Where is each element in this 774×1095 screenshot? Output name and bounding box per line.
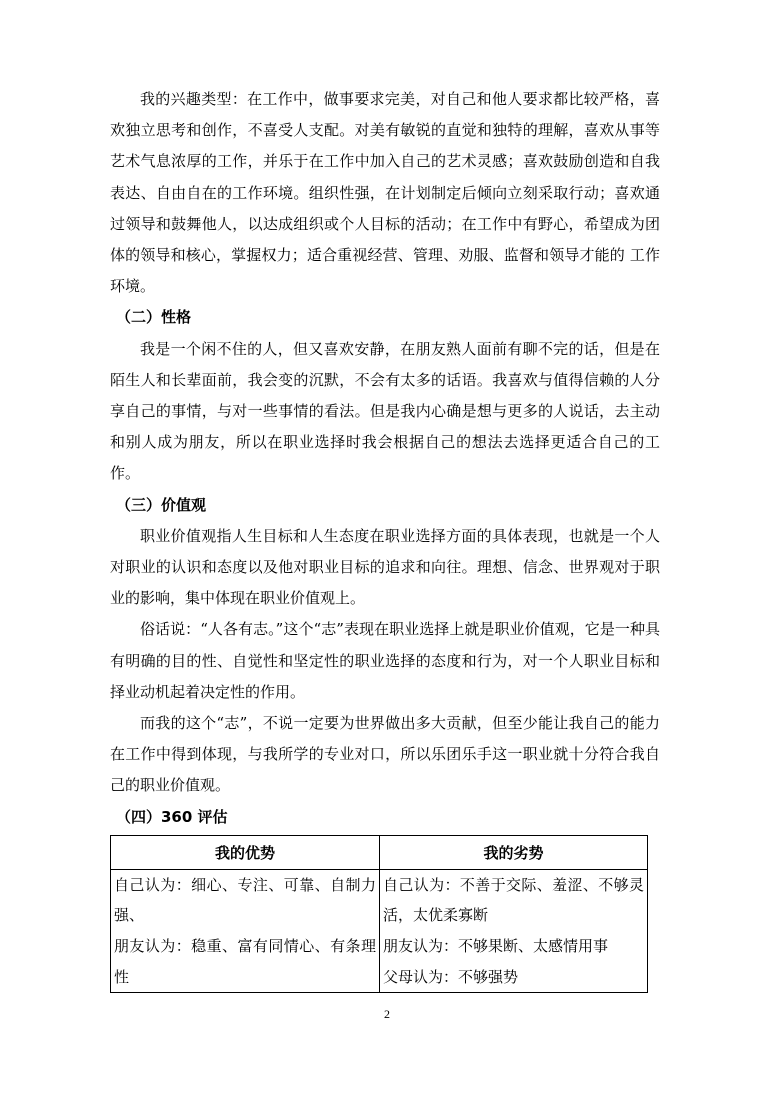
values-paragraph-3: 而我的这个“志”，不说一定要为世界做出多大贡献，但至少能让我自己的能力在工作中得到体现，与我所学的专业对口，所以乐团乐手这一职业就十分符合我自己的职业价值观。: [110, 714, 660, 795]
weakness-item: 自己认为：不善于交际、羞涩、不够灵活，太优柔寡断: [383, 875, 644, 925]
values-paragraph-1: 职业价值观指人生目标和人生态度在职业选择方面的具体表现，也就是一个人对职业的认识和态度以及他对职业目标的追求和向往。理想、信念、世界观对于职业的影响，集中体现在职业价值观上。: [110, 526, 660, 608]
section-heading-values: （三）价值观: [116, 495, 207, 514]
personality-paragraph: 我是一个闲不住的人，但又喜欢安静，在朋友熟人面前有聊不完的话，但是在陌生人和长辈面前，我会变的沉默，不会有太多的话语。我喜欢与值得信赖的人分享自己的事情，与对一些事情的看法。但是我内心确是想与更多的人说话，去主动和别人成为朋友，所以在职业选择时我会根据自己的想法去选择更适合自己的工作。: [110, 339, 660, 483]
table-header-row: [111, 835, 648, 869]
values-paragraph-2: 俗话说：“人各有志。”这个“志”表现在职业选择上就是职业价值观，它是一种具有明确的目的性、自觉性和坚定性的职业选择的态度和行为，对一个人职业目标和择业动机起着决定性的作用。: [110, 620, 660, 701]
document-body: [110, 84, 660, 993]
table-row: [111, 869, 648, 992]
strengths-cell: [111, 869, 380, 992]
weakness-item: 父母认为：不够强势: [383, 967, 519, 986]
strength-item: 自己认为：细心、专注、可靠、自制力强、: [114, 875, 376, 925]
section-heading-evaluation: （四）360 评估: [116, 807, 228, 826]
weakness-item: 朋友认为：不够果断、太感情用事: [383, 937, 609, 956]
interest-paragraph: 我的兴趣类型：在工作中，做事要求完美，对自己和他人要求都比较严格，喜欢独立思考和创作，不喜受人支配。对美有敏锐的直觉和独特的理解，喜欢从事等艺术气息浓厚的工作，并乐于在工作中加入自己的艺术灵感；喜欢鼓励创造和自我表达、自由自在的工作环境。组织性强，在计划制定后倾向立刻采取行动；喜欢通过领导和鼓舞他人，以达成组织或个人目标的活动；在工作中有野心，希望成为团体的领导和核心，掌握权力；适合重视经营、管理、劝服、监督和领导才能的 工作环境。: [110, 90, 660, 296]
page-number: 2: [384, 1007, 390, 1021]
weaknesses-cell: [380, 869, 648, 992]
strengths-header: 我的优势: [111, 835, 380, 869]
weaknesses-header: 我的劣势: [380, 835, 648, 869]
evaluation-table: [110, 835, 648, 993]
section-heading-personality: （二）性格: [116, 308, 192, 327]
strength-item: 朋友认为：稳重、富有同情心、有条理性: [114, 937, 376, 986]
